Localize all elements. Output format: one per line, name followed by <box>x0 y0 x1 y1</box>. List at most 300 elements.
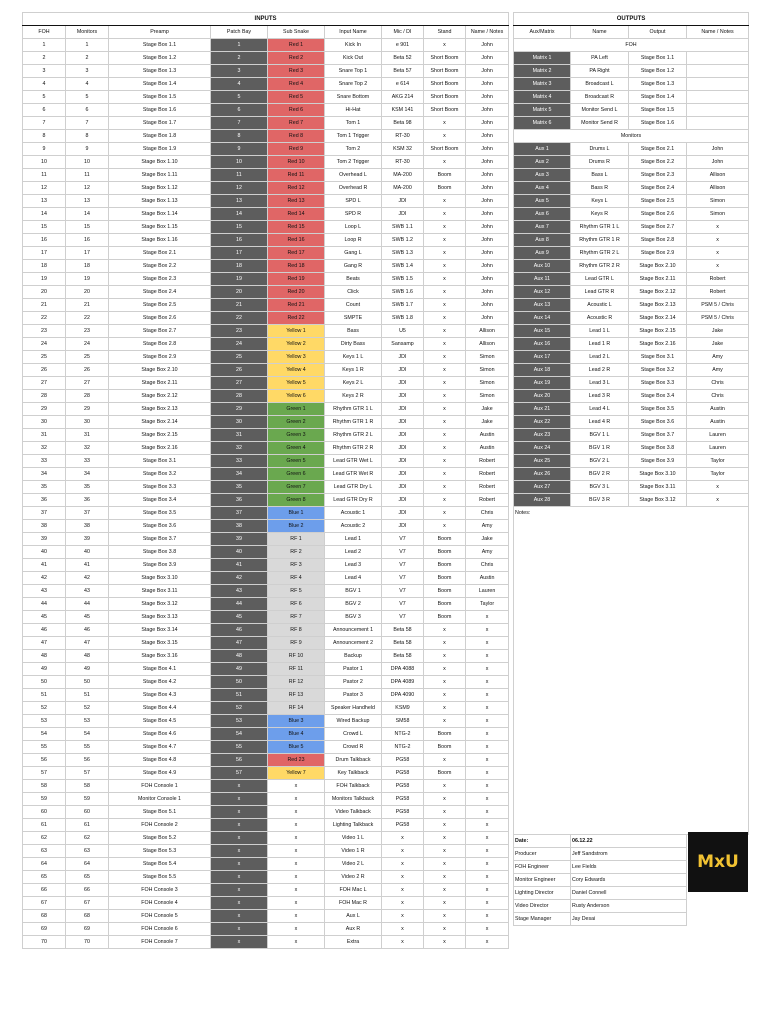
patch-bay-cell: 23 <box>211 325 268 338</box>
mic-di-cell: x <box>382 910 424 923</box>
monitor-channel: 24 <box>66 338 109 351</box>
notes-cell: x <box>466 715 509 728</box>
monitor-channel: 60 <box>66 806 109 819</box>
sub-snake-cell: Red 10 <box>268 156 325 169</box>
input-name-cell: Tom 1 Trigger <box>325 130 382 143</box>
input-name-cell: Loop L <box>325 221 382 234</box>
output-name-cell: BGV 2 R <box>571 468 629 481</box>
monitor-channel: 33 <box>66 455 109 468</box>
input-row <box>23 559 509 572</box>
foh-channel: 54 <box>23 728 66 741</box>
input-row <box>23 871 509 884</box>
preamp-cell: Stage Box 4.7 <box>109 741 211 754</box>
input-row <box>23 650 509 663</box>
preamp-cell: Stage Box 1.14 <box>109 208 211 221</box>
input-row <box>23 702 509 715</box>
aux-matrix-cell: Aux 14 <box>514 312 571 325</box>
input-name-cell: Kick Out <box>325 52 382 65</box>
credit-name: Jeff Sandstrom <box>571 848 687 861</box>
stand-cell: x <box>424 754 466 767</box>
sub-snake-cell: Red 14 <box>268 208 325 221</box>
sub-snake-cell: Red 7 <box>268 117 325 130</box>
output-cell: Stage Box 3.3 <box>629 377 687 390</box>
foh-channel: 33 <box>23 455 66 468</box>
patch-bay-cell: 40 <box>211 546 268 559</box>
mic-di-cell: PG58 <box>382 754 424 767</box>
input-name-cell: Dirty Bass <box>325 338 382 351</box>
stand-cell: x <box>424 312 466 325</box>
patch-bay-cell: 12 <box>211 182 268 195</box>
monitor-channel: 34 <box>66 468 109 481</box>
stand-cell: x <box>424 377 466 390</box>
mic-di-cell: SWB 1.8 <box>382 312 424 325</box>
input-name-cell: Lead GTR Dry R <box>325 494 382 507</box>
output-row <box>514 286 749 299</box>
foh-channel: 4 <box>23 78 66 91</box>
foh-channel: 8 <box>23 130 66 143</box>
monitor-channel: 64 <box>66 858 109 871</box>
stand-cell: x <box>424 832 466 845</box>
sub-snake-cell: RF 12 <box>268 676 325 689</box>
foh-channel: 7 <box>23 117 66 130</box>
sub-snake-cell: Yellow 2 <box>268 338 325 351</box>
notes-cell: Austin <box>466 442 509 455</box>
output-cell: Stage Box 2.5 <box>629 195 687 208</box>
patch-bay-cell: 29 <box>211 403 268 416</box>
sub-snake-cell: Red 17 <box>268 247 325 260</box>
sub-snake-cell: Red 11 <box>268 169 325 182</box>
sub-snake-cell: Green 3 <box>268 429 325 442</box>
patch-bay-cell: 52 <box>211 702 268 715</box>
patch-bay-cell: 22 <box>211 312 268 325</box>
patch-bay-cell: x <box>211 936 268 949</box>
input-name-cell: BGV 1 <box>325 585 382 598</box>
preamp-cell: Stage Box 1.6 <box>109 104 211 117</box>
stand-cell: x <box>424 403 466 416</box>
logo-space <box>687 913 749 926</box>
credit-name: Lee Fields <box>571 861 687 874</box>
sub-snake-cell: Blue 5 <box>268 741 325 754</box>
stand-cell: x <box>424 624 466 637</box>
input-row <box>23 117 509 130</box>
patch-bay-cell: 27 <box>211 377 268 390</box>
input-name-cell: Rhythm GTR 1 L <box>325 403 382 416</box>
output-name-cell: Rhythm GTR 1 L <box>571 221 629 234</box>
output-cell: Stage Box 2.12 <box>629 286 687 299</box>
preamp-cell: Stage Box 3.5 <box>109 507 211 520</box>
notes-cell: Amy <box>466 546 509 559</box>
foh-channel: 31 <box>23 429 66 442</box>
input-name-cell: Kick In <box>325 39 382 52</box>
input-name-cell: Overhead R <box>325 182 382 195</box>
monitor-channel: 43 <box>66 585 109 598</box>
mic-di-cell: KSM 141 <box>382 104 424 117</box>
patch-bay-cell: x <box>211 858 268 871</box>
monitor-channel: 58 <box>66 780 109 793</box>
patch-bay-cell: 26 <box>211 364 268 377</box>
output-notes-cell: x <box>687 481 749 494</box>
output-notes-cell: Austin <box>687 403 749 416</box>
foh-channel: 12 <box>23 182 66 195</box>
stand-cell: x <box>424 910 466 923</box>
stand-cell: x <box>424 286 466 299</box>
monitor-channel: 26 <box>66 364 109 377</box>
sub-snake-cell: x <box>268 910 325 923</box>
stand-cell: x <box>424 780 466 793</box>
output-cell: Stage Box 3.4 <box>629 390 687 403</box>
sub-snake-cell: x <box>268 936 325 949</box>
notes-cell: x <box>466 858 509 871</box>
stand-cell: Boom <box>424 611 466 624</box>
output-notes-cell: Lauren <box>687 442 749 455</box>
input-name-cell: Key Talkback <box>325 767 382 780</box>
monitor-channel: 19 <box>66 273 109 286</box>
preamp-cell: Stage Box 3.1 <box>109 455 211 468</box>
inputs-table <box>22 12 509 949</box>
stand-cell: x <box>424 806 466 819</box>
input-row <box>23 390 509 403</box>
output-notes-cell: Jake <box>687 325 749 338</box>
stand-cell: x <box>424 468 466 481</box>
notes-cell: x <box>466 754 509 767</box>
notes-cell: Chris <box>466 559 509 572</box>
notes-cell: Austin <box>466 429 509 442</box>
monitor-channel: 56 <box>66 754 109 767</box>
mic-di-cell: PG58 <box>382 806 424 819</box>
foh-channel: 63 <box>23 845 66 858</box>
mic-di-cell: V7 <box>382 585 424 598</box>
output-name-cell: Lead 1 L <box>571 325 629 338</box>
input-row <box>23 845 509 858</box>
sub-snake-cell: RF 7 <box>268 611 325 624</box>
notes-cell: Simon <box>466 351 509 364</box>
monitor-channel: 70 <box>66 936 109 949</box>
preamp-cell: FOH Console 1 <box>109 780 211 793</box>
output-row <box>514 65 749 78</box>
stand-cell: Short Boom <box>424 52 466 65</box>
mic-di-cell: Beta 58 <box>382 624 424 637</box>
sub-snake-cell: Red 5 <box>268 91 325 104</box>
stand-cell: x <box>424 897 466 910</box>
patch-bay-cell: x <box>211 819 268 832</box>
sub-snake-cell: x <box>268 858 325 871</box>
sub-snake-cell: Red 16 <box>268 234 325 247</box>
output-name-cell: Lead 3 L <box>571 377 629 390</box>
mic-di-cell: JDI <box>382 364 424 377</box>
output-name-cell: Monitor Send R <box>571 117 629 130</box>
output-cell: Stage Box 3.11 <box>629 481 687 494</box>
patch-bay-cell: x <box>211 871 268 884</box>
output-row <box>514 52 749 65</box>
input-row <box>23 546 509 559</box>
mic-di-cell: JDI <box>382 442 424 455</box>
patch-bay-cell: 49 <box>211 663 268 676</box>
header-preamp: Preamp <box>109 26 211 39</box>
mic-di-cell: SWB 1.2 <box>382 234 424 247</box>
sub-snake-cell: x <box>268 780 325 793</box>
preamp-cell: Stage Box 2.12 <box>109 390 211 403</box>
sub-snake-cell: Blue 2 <box>268 520 325 533</box>
output-row <box>514 416 749 429</box>
output-cell: Stage Box 2.3 <box>629 169 687 182</box>
mic-di-cell: x <box>382 858 424 871</box>
output-row <box>514 234 749 247</box>
foh-channel: 62 <box>23 832 66 845</box>
input-name-cell: Video 1 L <box>325 832 382 845</box>
preamp-cell: Stage Box 5.1 <box>109 806 211 819</box>
notes-cell: x <box>466 624 509 637</box>
outputs-title-row <box>514 13 749 26</box>
output-name-cell: PA Left <box>571 52 629 65</box>
mic-di-cell: x <box>382 871 424 884</box>
output-notes-cell: Chris <box>687 390 749 403</box>
stand-cell: x <box>424 130 466 143</box>
mic-di-cell: x <box>382 832 424 845</box>
foh-channel: 70 <box>23 936 66 949</box>
sub-snake-cell: Red 6 <box>268 104 325 117</box>
stand-cell: x <box>424 234 466 247</box>
foh-channel: 10 <box>23 156 66 169</box>
sub-snake-cell: Green 1 <box>268 403 325 416</box>
sub-snake-cell: Red 21 <box>268 299 325 312</box>
notes-cell: x <box>466 897 509 910</box>
preamp-cell: Stage Box 3.11 <box>109 585 211 598</box>
monitor-channel: 51 <box>66 689 109 702</box>
credit-role: Lighting Director <box>514 887 571 900</box>
patch-bay-cell: x <box>211 780 268 793</box>
input-row <box>23 767 509 780</box>
output-name-cell: BGV 1 L <box>571 429 629 442</box>
monitor-channel: 15 <box>66 221 109 234</box>
output-cell: Stage Box 2.9 <box>629 247 687 260</box>
stand-cell: Short Boom <box>424 143 466 156</box>
preamp-cell: Stage Box 3.12 <box>109 598 211 611</box>
notes-cell: x <box>466 819 509 832</box>
input-row <box>23 780 509 793</box>
input-row <box>23 39 509 52</box>
output-row <box>514 273 749 286</box>
input-row <box>23 806 509 819</box>
patch-bay-cell: 30 <box>211 416 268 429</box>
mic-di-cell: x <box>382 884 424 897</box>
notes-cell: John <box>466 52 509 65</box>
preamp-cell: Stage Box 3.16 <box>109 650 211 663</box>
notes-cell: Robert <box>466 455 509 468</box>
monitor-channel: 14 <box>66 208 109 221</box>
monitor-channel: 21 <box>66 299 109 312</box>
output-notes-cell: x <box>687 494 749 507</box>
aux-matrix-cell: Aux 20 <box>514 390 571 403</box>
stand-cell: x <box>424 195 466 208</box>
output-name-cell: Rhythm GTR 2 R <box>571 260 629 273</box>
output-name-cell: BGV 3 R <box>571 494 629 507</box>
patch-bay-cell: 53 <box>211 715 268 728</box>
mic-di-cell: e 614 <box>382 78 424 91</box>
stand-cell: Short Boom <box>424 78 466 91</box>
input-name-cell: Keys 1 L <box>325 351 382 364</box>
foh-channel: 14 <box>23 208 66 221</box>
aux-matrix-cell: Aux 1 <box>514 143 571 156</box>
output-cell: Stage Box 2.8 <box>629 234 687 247</box>
monitor-channel: 50 <box>66 676 109 689</box>
input-name-cell: Monitors Talkback <box>325 793 382 806</box>
foh-channel: 28 <box>23 390 66 403</box>
patch-bay-cell: 7 <box>211 117 268 130</box>
notes-cell: John <box>466 312 509 325</box>
output-name-cell: Rhythm GTR 2 L <box>571 247 629 260</box>
input-row <box>23 260 509 273</box>
mic-di-cell: NTG-2 <box>382 741 424 754</box>
foh-channel: 37 <box>23 507 66 520</box>
output-cell: Stage Box 1.6 <box>629 117 687 130</box>
output-cell: Stage Box 2.10 <box>629 260 687 273</box>
notes-cell: Allison <box>466 338 509 351</box>
patch-bay-cell: 17 <box>211 247 268 260</box>
notes-cell: John <box>466 208 509 221</box>
notes-cell: John <box>466 286 509 299</box>
input-name-cell: FOH Talkback <box>325 780 382 793</box>
preamp-cell: Stage Box 1.9 <box>109 143 211 156</box>
output-row <box>514 247 749 260</box>
output-cell: Stage Box 2.1 <box>629 143 687 156</box>
preamp-cell: Stage Box 4.8 <box>109 754 211 767</box>
patch-bay-cell: 41 <box>211 559 268 572</box>
output-notes-cell <box>687 78 749 91</box>
logo-text: MxU <box>697 852 739 872</box>
input-row <box>23 273 509 286</box>
patch-bay-cell: x <box>211 884 268 897</box>
input-row <box>23 351 509 364</box>
credit-role: Producer <box>514 848 571 861</box>
input-name-cell: BGV 2 <box>325 598 382 611</box>
output-cell: Stage Box 1.3 <box>629 78 687 91</box>
foh-channel: 53 <box>23 715 66 728</box>
input-name-cell: Keys 2 L <box>325 377 382 390</box>
sub-snake-cell: Blue 3 <box>268 715 325 728</box>
output-notes-cell: Jake <box>687 338 749 351</box>
monitor-channel: 3 <box>66 65 109 78</box>
foh-channel: 24 <box>23 338 66 351</box>
output-name-cell: Lead 2 R <box>571 364 629 377</box>
sub-snake-cell: RF 3 <box>268 559 325 572</box>
input-name-cell: Pastor 1 <box>325 663 382 676</box>
monitor-channel: 46 <box>66 624 109 637</box>
sub-snake-cell: Red 15 <box>268 221 325 234</box>
preamp-cell: Stage Box 2.2 <box>109 260 211 273</box>
mic-di-cell: SWB 1.5 <box>382 273 424 286</box>
mic-di-cell: SM58 <box>382 715 424 728</box>
output-row <box>514 377 749 390</box>
mic-di-cell: x <box>382 845 424 858</box>
credit-name: Jay Desai <box>571 913 687 926</box>
preamp-cell: Stage Box 1.8 <box>109 130 211 143</box>
notes-cell: Chris <box>466 507 509 520</box>
sub-snake-cell: x <box>268 897 325 910</box>
stand-cell: x <box>424 520 466 533</box>
output-name-cell: Acoustic R <box>571 312 629 325</box>
sub-snake-cell: Red 1 <box>268 39 325 52</box>
monitor-channel: 16 <box>66 234 109 247</box>
sub-snake-cell: x <box>268 793 325 806</box>
input-name-cell: Lead GTR Dry L <box>325 481 382 494</box>
patch-bay-cell: 33 <box>211 455 268 468</box>
sub-snake-cell: RF 10 <box>268 650 325 663</box>
stand-cell: x <box>424 338 466 351</box>
output-cell: Stage Box 3.10 <box>629 468 687 481</box>
stand-cell: x <box>424 39 466 52</box>
input-row <box>23 195 509 208</box>
stand-cell: x <box>424 702 466 715</box>
foh-channel: 64 <box>23 858 66 871</box>
foh-channel: 5 <box>23 91 66 104</box>
stand-cell: x <box>424 221 466 234</box>
notes-cell: x <box>466 780 509 793</box>
input-row <box>23 299 509 312</box>
notes-cell: Taylor <box>466 598 509 611</box>
input-name-cell: Lead 1 <box>325 533 382 546</box>
output-cell: Stage Box 2.7 <box>629 221 687 234</box>
mic-di-cell: PG58 <box>382 780 424 793</box>
sub-snake-cell: RF 14 <box>268 702 325 715</box>
notes-cell: x <box>466 702 509 715</box>
mic-di-cell: JDI <box>382 520 424 533</box>
patch-bay-cell: x <box>211 845 268 858</box>
foh-channel: 22 <box>23 312 66 325</box>
mic-di-cell: JDI <box>382 468 424 481</box>
patch-bay-cell: 31 <box>211 429 268 442</box>
output-cell: Stage Box 3.12 <box>629 494 687 507</box>
patch-bay-cell: 2 <box>211 52 268 65</box>
input-row <box>23 689 509 702</box>
input-row <box>23 741 509 754</box>
input-row <box>23 728 509 741</box>
preamp-cell: Stage Box 4.3 <box>109 689 211 702</box>
output-name-cell: PA Right <box>571 65 629 78</box>
notes-cell: x <box>466 767 509 780</box>
monitor-channel: 35 <box>66 481 109 494</box>
mic-di-cell: Beta 52 <box>382 52 424 65</box>
preamp-cell: Stage Box 2.16 <box>109 442 211 455</box>
monitor-channel: 27 <box>66 377 109 390</box>
notes-cell: John <box>466 91 509 104</box>
input-name-cell: Keys 2 R <box>325 390 382 403</box>
stand-cell: x <box>424 923 466 936</box>
monitor-channel: 12 <box>66 182 109 195</box>
preamp-cell: Stage Box 1.15 <box>109 221 211 234</box>
monitor-channel: 59 <box>66 793 109 806</box>
stand-cell: Boom <box>424 741 466 754</box>
input-row <box>23 65 509 78</box>
mic-di-cell: JDI <box>382 377 424 390</box>
stand-cell: x <box>424 637 466 650</box>
stand-cell: Boom <box>424 182 466 195</box>
notes-cell: Simon <box>466 390 509 403</box>
patch-bay-cell: x <box>211 923 268 936</box>
preamp-cell: Stage Box 1.7 <box>109 117 211 130</box>
stand-cell: x <box>424 364 466 377</box>
foh-channel: 16 <box>23 234 66 247</box>
foh-channel: 40 <box>23 546 66 559</box>
input-name-cell: FOH Mac R <box>325 897 382 910</box>
input-row <box>23 858 509 871</box>
output-name-cell: Keys L <box>571 195 629 208</box>
preamp-cell: Stage Box 1.5 <box>109 91 211 104</box>
mic-di-cell: V7 <box>382 572 424 585</box>
patch-bay-cell: 28 <box>211 390 268 403</box>
sub-snake-cell: Red 19 <box>268 273 325 286</box>
sub-snake-cell: x <box>268 884 325 897</box>
output-notes-cell: Amy <box>687 351 749 364</box>
